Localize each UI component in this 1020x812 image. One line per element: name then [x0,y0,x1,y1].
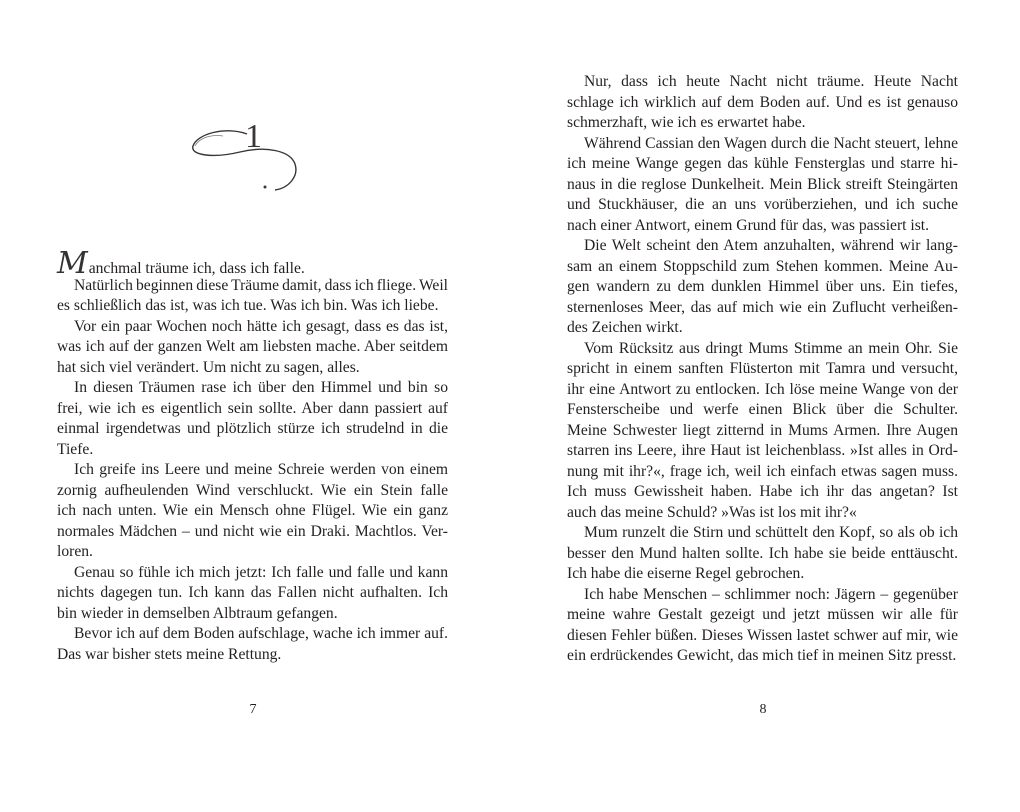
drop-cap: M [57,246,88,281]
line-text: bin wieder in demselben Albtraum gefangen. [57,604,338,622]
text-line [567,72,958,93]
line-text: nung mit ihr?«, frage ich, weil ich einfach etwas sagen muss. [567,462,958,480]
text-line [567,113,958,134]
text-line [57,296,448,317]
line-text: Natürlich beginnen diese Träume damit, dass ich fliege. Weil [74,276,448,294]
line-text: diesen Fehler büßen. Dieses Wissen lastet schwer auf mir, wie [567,626,958,644]
text-line [567,380,958,401]
line-text: sternenloses Meer, das auf mich wie ein Zuflucht verheißen- [567,298,958,316]
line-text: ein erdrückendes Gewicht, das mich tief in meinen Sitz presst. [567,647,957,664]
line-text: Fensterscheibe und werfe einen Blick über die Schulter. [567,401,958,418]
text-line [567,318,958,339]
text-line [57,358,448,379]
page-number-left: 7 [249,702,257,717]
text-line [57,501,448,522]
line-text: Ich greife ins Leere und meine Schreie werden von einem [74,461,448,478]
line-text: Mum runzelt die Stirn und schüttelt den Kopf, so als ob ich [584,524,958,541]
text-line [567,646,958,667]
line-text: naus in die reglose Dunkelheit. Mein Blick streift Steingärten [567,175,958,193]
line-text: hat sich viel verändert. Um nicht zu sagen, alles. [57,358,360,376]
text-line [567,523,958,544]
line-text: Meine Schwester liegt zitternd in Mums Armen. Ihre Augen [567,421,958,439]
line-text: sam an einem Stoppschild zum Stehen kommen. Meine Au- [567,257,958,275]
paragraph [57,276,448,317]
line-text: Nur, dass ich heute Nacht nicht träume. Heute Nacht [584,73,958,90]
line-text: des Zeichen wirkt. [567,319,683,336]
text-line [567,216,958,237]
line-text: In diesen Träumen rase ich über den Himmel und bin so [74,379,448,396]
line-text: Das war bisher stets meine Rettung. [57,645,282,663]
text-line [57,481,448,502]
chapter-number: 1 [245,118,262,155]
line-text: und Stuckhäuser, die an uns vorüberziehen, und ich suche [567,196,958,213]
line-text: besser den Mund halten sollte. Ich habe sie beide enttäuscht. [567,544,958,562]
line-text: frei, wie ich es eigentlich sein sollte. Aber dann passiert auf [57,399,448,417]
right-page [510,0,1020,812]
paragraph [57,246,448,281]
text-line [567,605,958,626]
text-line [567,93,958,114]
paragraph [57,563,448,625]
text-line [567,339,958,360]
paragraph [567,585,958,667]
line-text: zornig aufheulenden Wind verschluckt. Wie ein Stein falle [57,481,448,499]
line-text: Genau so fühle ich mich jetzt: Ich falle und falle und kann [74,563,448,581]
line-text: Während Cassian den Wagen durch die Nacht steuert, lehne [584,134,958,152]
text-line [567,503,958,524]
line-text: Ich habe Menschen – schlimmer noch: Jägern – gegenüber [584,585,958,603]
text-line [57,440,448,461]
text-line [567,400,958,421]
text-line [57,378,448,399]
text-line [567,277,958,298]
line-text: Ich habe die eiserne Regel gebrochen. [567,565,805,582]
text-line [567,626,958,647]
paragraph [57,378,448,460]
line-text: Vom Rücksitz aus dringt Mums Stimme an mein Ohr. Sie [584,339,958,357]
line-text: spricht in einem sanften Flüsterton mit Tamra und versucht, [567,360,958,377]
text-line [57,337,448,358]
text-line [567,236,958,257]
line-text: Vor ein paar Wochen noch hätte ich gesagt, dass es das ist, [74,317,448,335]
text-line [567,175,958,196]
line-text: normales Mädchen – und nicht wie ein Draki. Machtlos. Ver- [57,522,448,540]
text-line [567,564,958,585]
page-number-right: 8 [759,702,767,717]
text-line [567,298,958,319]
text-line [57,645,448,666]
text-line [567,257,958,278]
text-line [567,421,958,442]
left-page-body [57,246,448,665]
line-text: ihr eine Antwort zu entlocken. Ich löse meine Wange von der [567,380,958,398]
paragraph [57,460,448,563]
line-text: schmerzhaft, wie ich es erwartet habe. [567,114,806,131]
paragraph [567,134,958,237]
text-line [57,563,448,584]
line-text: anchmal träume ich, dass ich falle. [88,260,305,277]
line-text: auch das meine Schuld? »Was ist los mit ihr?« [567,503,857,521]
paragraph [567,339,958,524]
line-text: einmal irgendetwas und plötzlich stürze ich strudelnd in die [57,420,448,437]
line-text: loren. [57,543,93,560]
text-line [567,482,958,503]
line-text: Die Welt scheint den Atem anzuhalten, während wir lang- [584,237,958,254]
text-line [567,585,958,606]
line-text: starren ins Leere, ihre Haut ist leichenblass. »Ist alles in Ord- [567,442,958,459]
line-text: nichts dagegen tun. Ich kann das Fallen nicht aufhalten. Ich [57,584,448,601]
paragraph [567,72,958,134]
line-text: was ich auf der ganzen Welt am liebsten mache. Aber seitdem [57,338,448,355]
line-text: Tiefe. [57,440,94,458]
text-line [57,583,448,604]
text-line [57,246,448,281]
text-line [567,195,958,216]
line-text: Ich muss Gewissheit haben. Habe ich ihr das angetan? Ist [567,483,958,500]
text-line [57,542,448,563]
text-line [567,359,958,380]
text-line [57,604,448,625]
line-text: es schließlich das ist, was ich tue. Was ich bin. Was ich liebe. [57,297,439,314]
text-line [567,441,958,462]
line-text: Bevor ich auf dem Boden aufschlage, wache ich immer auf. [74,625,448,642]
text-line [57,460,448,481]
text-line [57,399,448,420]
right-page-body [567,72,958,667]
text-line [57,624,448,645]
paragraph [567,236,958,339]
text-line [567,544,958,565]
line-text: ich meine Wange gegen das kühle Fensterglas und starre hi- [567,155,958,172]
paragraph [57,317,448,379]
text-line [57,522,448,543]
text-line [567,462,958,483]
paragraph [57,624,448,665]
paragraph [567,523,958,585]
text-line [57,317,448,338]
text-line [567,134,958,155]
line-text: schlage ich wirklich auf dem Boden auf. Und es ist genauso [567,93,958,111]
line-text: gen wandern zu dem dunklen Himmel über uns. Ein tiefes, [567,278,958,295]
text-line [57,276,448,297]
chapter-heading [185,112,310,202]
text-line [57,419,448,440]
line-text: meine wahre Gestalt gezeigt und jetzt müssen wir alle für [567,606,958,623]
text-line [567,154,958,175]
line-text: ich nach unten. Wie ein Mensch ohne Flügel. Wie ein ganz [57,502,448,519]
line-text: nach einer Antwort, einem Grund für das, was passiert ist. [567,216,930,234]
